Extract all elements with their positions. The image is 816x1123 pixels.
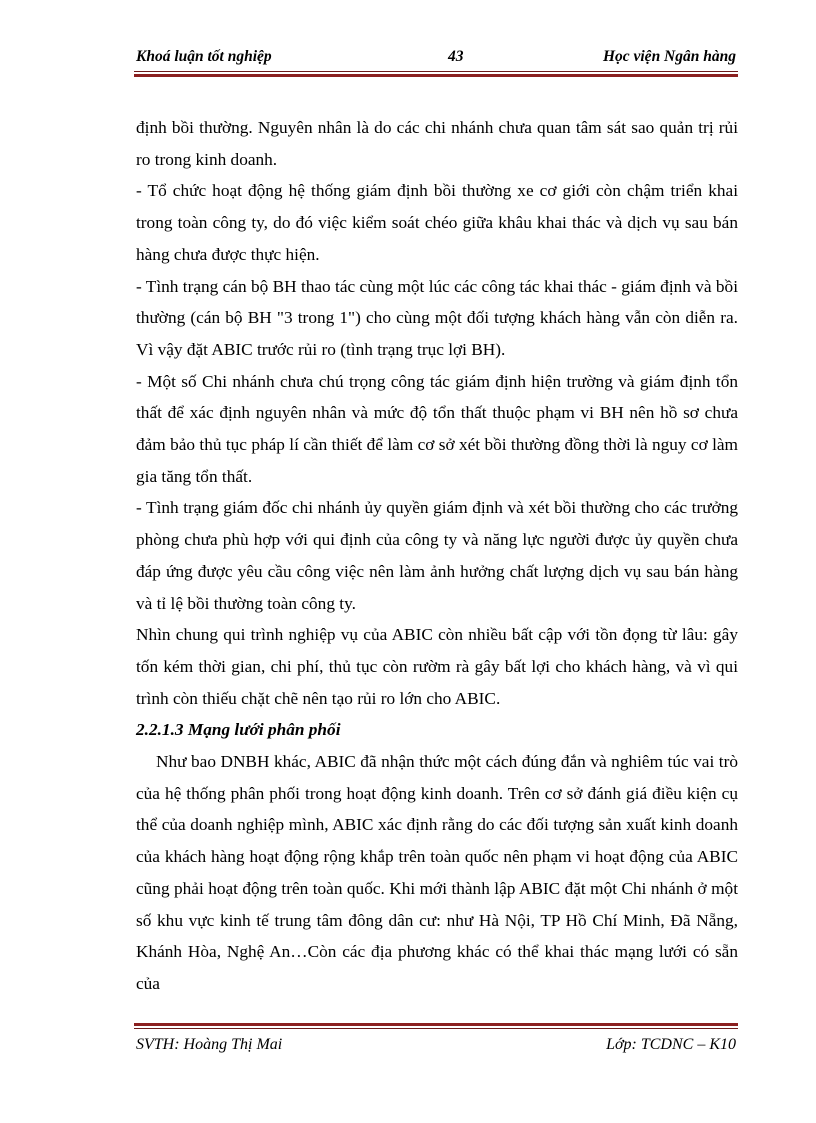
bullet-paragraph: - Tình trạng giám đốc chi nhánh ủy quyền giám định và xét bồi thường cho các trưởng phòng chưa phù hợp với qui định của công ty và năng lực người được ủy quyền chưa đáp ứng được yêu cầu công việc nên làm ảnh hưởng chất lượng dịch vụ sau bán hàng và tỉ lệ bồi thường toàn công ty. bbox=[136, 498, 738, 613]
paragraph: Nhìn chung qui trình nghiệp vụ của ABIC còn nhiều bất cập với tồn đọng từ lâu: gây tốn kém thời gian, chi phí, thủ tục còn rườm rà gây bất lợi cho khách hàng, và vì qui trình còn thiếu chặt chẽ nên tạo rủi ro lớn cho ABIC. bbox=[136, 625, 738, 708]
header-institution: Học viện Ngân hàng bbox=[602, 48, 736, 65]
header-thesis-label: Khoá luận tốt nghiệp bbox=[136, 48, 272, 65]
document-body bbox=[136, 112, 738, 1000]
bullet-paragraph: - Tình trạng cán bộ BH thao tác cùng một lúc các công tác khai thác - giám định và bồi thường (cán bộ BH "3 trong 1") cho cùng một đối tượng khách hàng vẫn còn diễn ra. Vì vậy đặt ABIC trước rủi ro (tình trạng trục lợi BH). bbox=[136, 276, 738, 359]
bullet-paragraph: - Một số Chi nhánh chưa chú trọng công tác giám định hiện trường và giám định tổn thất để xác định nguyên nhân và mức độ tổn thất thuộc phạm vi BH nên hồ sơ chưa đảm bảo thủ tục pháp lí cần thiết để làm cơ sở xét bồi thường đồng thời là nguy cơ làm gia tăng tổn thất. bbox=[136, 371, 738, 486]
page-header bbox=[136, 48, 736, 70]
header-rule bbox=[134, 71, 738, 77]
paragraph: định bồi thường. Nguyên nhân là do các chi nhánh chưa quan tâm sát sao quản trị rủi ro trong kinh doanh. bbox=[136, 118, 738, 169]
footer-class: Lớp: TCDNC – K10 bbox=[606, 1036, 736, 1053]
footer-rule bbox=[134, 1023, 738, 1029]
paragraph: Như bao DNBH khác, ABIC đã nhận thức một cách đúng đắn và nghiêm túc vai trò của hệ thống phân phối trong hoạt động kinh doanh. Trên cơ sở đánh giá điều kiện cụ thể của doanh nghiệp mình, ABIC xác định rằng do các đối tượng sản xuất kinh doanh của khách hàng hoạt động rộng khắp trên toàn quốc nên phạm vi hoạt động của ABIC cũng phải hoạt động trên toàn quốc. Khi mới thành lập ABIC đặt một Chi nhánh ở một số khu vực kinh tế trung tâm đông dân cư: như Hà Nội, TP Hồ Chí Minh, Đã Nẵng, Khánh Hòa, Nghệ An…Còn các địa phương khác có thể khai thác mạng lưới có sẵn của bbox=[136, 752, 738, 993]
page-number: 43 bbox=[448, 48, 464, 65]
page-footer bbox=[136, 1036, 736, 1058]
section-heading: 2.2.1.3 Mạng lưới phân phối bbox=[136, 720, 341, 740]
footer-author: SVTH: Hoàng Thị Mai bbox=[136, 1036, 283, 1053]
bullet-paragraph: - Tổ chức hoạt động hệ thống giám định bồi thường xe cơ giới còn chậm triển khai trong toàn công ty, do đó việc kiểm soát chéo giữa khâu khai thác và dịch vụ sau bán hàng chưa được thực hiện. bbox=[136, 181, 738, 264]
